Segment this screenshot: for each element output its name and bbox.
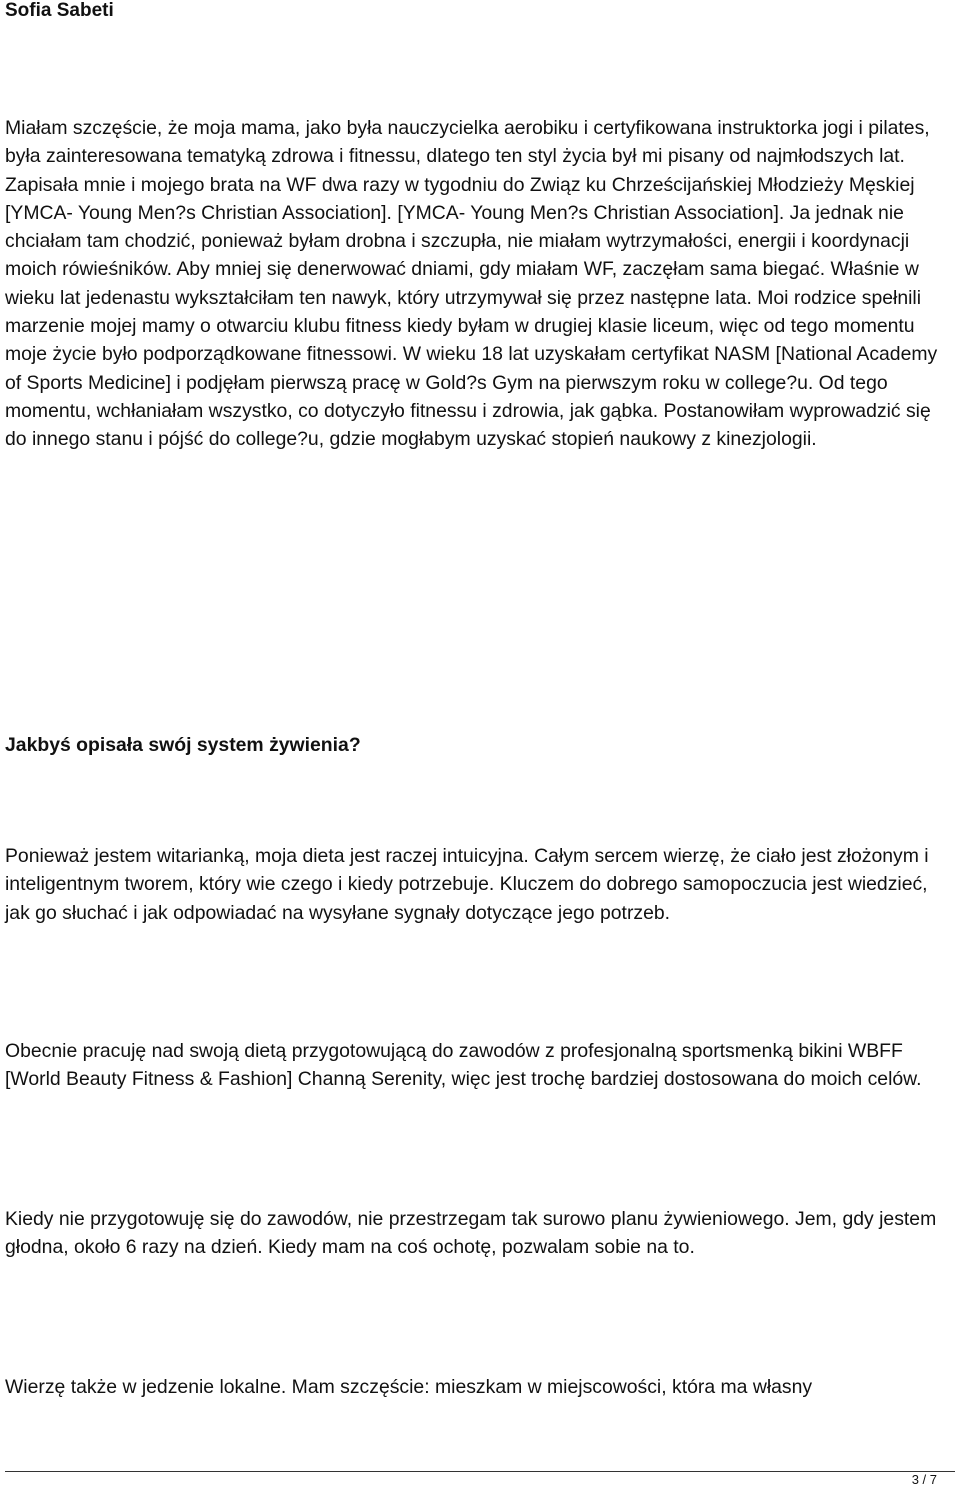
paragraph-off-season: Kiedy nie przygotowuję się do zawodów, nie przestrzegam tak surowo planu żywieniowego. Jem, gdy jestem głodna, około 6 razy na dzień. Kiedy mam na coś ochotę, pozwalam sobie na to. xyxy=(5,1208,937,1259)
page-number: 3 / 7 xyxy=(911,1472,937,1487)
paragraph-biography: Miałam szczęście, że moja mama, jako była nauczycielka aerobiku i certyfikowana instruktorka jogi i pilates, była zainteresowana tematyką zdrowa i fitnessu, dlatego ten styl życia był mi pisany od najmłodszych lat. Zapisała mnie i mojego brata na WF dwa razy w tygodniu do Związ ku Chrześcijańskiej Młodzieży Męskiej [YMCA- Young Men?s Christian Association]. [YMCA- Young Men?s Christian Association]. Ja jednak nie chciałam tam chodzić, ponieważ byłam drobna i szczupła, nie miałam wytrzymałości, energii i koordynacji moich rówieśników. Aby mniej się denerwować dniami, gdy miałam WF, zaczęłam sama biegać. Właśnie w wieku lat jedenastu wykształciłam ten nawyk, który utrzymywał się przez następne lata. Moi rodzice spełnili marzenie mojej mamy o otwarciu klubu fitness kiedy byłam w drugiej klasie liceum, więc od tego momentu moje życie było podporządkowane fitnessowi. W wieku 18 lat uzyskałam certyfikat NASM [National Academy of Sports Medicine] i podjęłam pierwszą pracę w Gold?s Gym na pierwszym roku w college?u. Od tego momentu, wchłaniałam wszystko, co dotyczyło fitnessu i zdrowia, jak gąbka. Postanowiłam wyprowadzić się do innego stanu i pójść do college?u, gdzie mogłabym uzyskać stopień naukowy z kinezjologii. xyxy=(5,117,938,451)
paragraph-competition-diet: Obecnie pracuję nad swoją dietą przygotowującą do zawodów z profesjonalną sportsmenką bikini WBFF [World Beauty Fitness & Fashion] Channą Serenity, więc jest trochę bardziej dostosowana do moich celów. xyxy=(5,1040,922,1091)
paragraph-local-food: Wierzę także w jedzenie lokalne. Mam szczęście: mieszkam w miejscowości, która ma własny xyxy=(5,1376,813,1398)
section-heading-nutrition: Jakbyś opisała swój system żywienia? xyxy=(5,734,361,756)
footer-divider xyxy=(5,1471,955,1472)
document-header-author: Sofia Sabeti xyxy=(5,0,114,21)
paragraph-intuitive-diet: Ponieważ jestem witarianką, moja dieta jest raczej intuicyjna. Całym sercem wierzę, że ciało jest złożonym i inteligentnym tworem, który wie czego i kiedy potrzebuje. Kluczem do dobrego samopoczucia jest wiedzieć, jak go słuchać i jak odpowiadać na wysyłane sygnały dotyczące jego potrzeb. xyxy=(5,845,929,924)
